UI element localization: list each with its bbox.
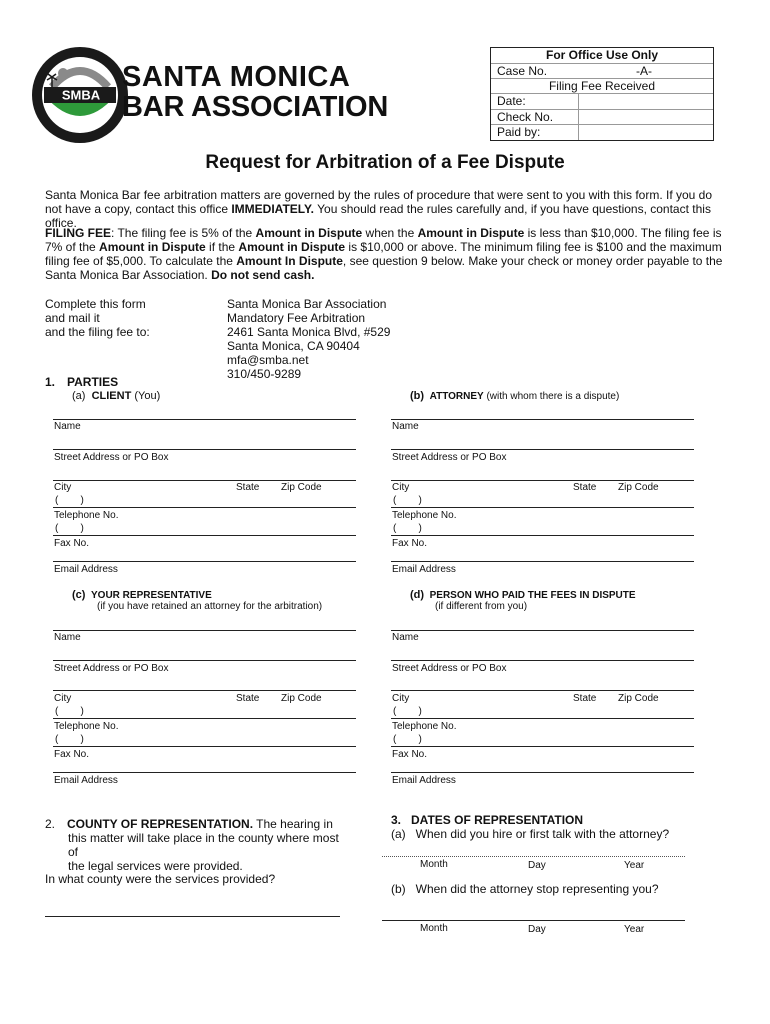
client-telephone-field[interactable]: Telephone No.	[54, 510, 119, 521]
intro-paragraph: Santa Monica Bar fee arbitration matters are governed by the rules of procedure that were sent to you with this form. If you do not have a copy, contact this office IMMEDIATELY. You should read the rules carefully and, if you have questions, contact this office.	[45, 188, 713, 230]
filing-fee-paragraph: FILING FEE: The filing fee is 5% of the Amount in Dispute when the Amount in Dispute is less than $10,000. The filing fee is 7% of the Amount in Dispute if the Amount in Dispute is $10,000 or above. The minimum filing fee is $100 and the maximum filing fee of $5,000. To calculate the Amount In Dispute, see question 9 below. Make your check or money order payable to the Santa Monica Bar Association. Do not send cash.	[45, 226, 723, 282]
end-day-label: Day	[528, 924, 546, 935]
mail-instructions: Complete this form and mail it and the filing fee to:	[45, 297, 150, 339]
payer-zip-field[interactable]: Zip Code	[618, 693, 659, 704]
representative-subheading: (c) YOUR REPRESENTATIVE	[72, 589, 212, 601]
case-no-label: Case No.	[497, 64, 548, 78]
client-city-field[interactable]: City	[54, 482, 72, 493]
payer-fax-area[interactable]: ( )	[393, 734, 422, 745]
county-question: In what county were the services provided?	[45, 872, 276, 886]
payer-name-field[interactable]: Name	[392, 632, 419, 643]
start-day-label: Day	[528, 860, 546, 871]
date-label: Date:	[497, 94, 526, 108]
dates-question-a: (a) When did you hire or first talk with the attorney?	[391, 827, 670, 841]
payer-city-field[interactable]: City	[392, 693, 410, 704]
case-no-suffix: -A-	[636, 64, 652, 78]
office-title: For Office Use Only	[545, 48, 659, 62]
rep-zip-field[interactable]: Zip Code	[281, 693, 322, 704]
dates-heading: 3. DATES OF REPRESENTATION	[391, 813, 584, 827]
attorney-city-field[interactable]: City	[392, 482, 410, 493]
rep-phone-area[interactable]: ( )	[55, 706, 84, 717]
client-state-field[interactable]: State	[236, 482, 260, 493]
client-name-field[interactable]: Name	[54, 421, 81, 432]
rep-telephone-field[interactable]: Telephone No.	[54, 721, 119, 732]
client-subheading: (a) CLIENT (You)	[72, 390, 161, 402]
attorney-fax-field[interactable]: Fax No.	[392, 538, 428, 549]
attorney-zip-field[interactable]: Zip Code	[618, 482, 659, 493]
rep-fax-area[interactable]: ( )	[55, 734, 84, 745]
attorney-state-field[interactable]: State	[573, 482, 597, 493]
attorney-name-field[interactable]: Name	[392, 421, 419, 432]
dates-question-b: (b) When did the attorney stop representing you?	[391, 882, 659, 896]
attorney-fax-area[interactable]: ( )	[393, 523, 422, 534]
rep-city-field[interactable]: City	[54, 693, 72, 704]
logo-line-1: SANTA MONICA	[122, 61, 351, 93]
office-use-box	[490, 47, 714, 141]
county-section: 2. COUNTY OF REPRESENTATION. The hearing in this matter will take place in the county where most of the legal services were provided.	[45, 817, 339, 873]
check-no-label: Check No.	[497, 110, 554, 124]
payer-note: (if different from you)	[435, 601, 528, 612]
client-street-field[interactable]: Street Address or PO Box	[54, 452, 169, 463]
rep-street-field[interactable]: Street Address or PO Box	[54, 663, 169, 674]
mailing-address: Santa Monica Bar Association Mandatory Fee Arbitration 2461 Santa Monica Blvd, #529 Santa Monica, CA 90404 mfa@smba.net 310/450-9289	[227, 297, 391, 381]
smba-seal-icon	[30, 45, 130, 145]
payer-state-field[interactable]: State	[573, 693, 597, 704]
end-month-label: Month	[420, 923, 448, 934]
attorney-email-field[interactable]: Email Address	[392, 564, 456, 575]
end-date-field[interactable]	[382, 920, 685, 921]
client-email-field[interactable]: Email Address	[54, 564, 118, 575]
parties-heading: 1. PARTIES	[45, 375, 119, 389]
filing-fee-received-label: Filing Fee Received	[548, 79, 656, 93]
start-date-field[interactable]	[382, 856, 685, 857]
start-year-label: Year	[624, 860, 645, 871]
representative-note: (if you have retained an attorney for the arbitration)	[97, 601, 323, 612]
payer-phone-area[interactable]: ( )	[393, 706, 422, 717]
seal-badge-text: SMBA	[61, 87, 101, 103]
payer-subheading: (d) PERSON WHO PAID THE FEES IN DISPUTE	[410, 589, 636, 601]
start-month-label: Month	[420, 859, 448, 870]
attorney-street-field[interactable]: Street Address or PO Box	[392, 452, 507, 463]
client-fax-area[interactable]: ( )	[55, 523, 84, 534]
payer-email-field[interactable]: Email Address	[392, 775, 456, 786]
attorney-subheading: (b) ATTORNEY (with whom there is a dispute)	[410, 390, 620, 402]
end-year-label: Year	[624, 924, 645, 935]
paid-by-label: Paid by:	[497, 125, 541, 139]
rep-fax-field[interactable]: Fax No.	[54, 749, 90, 760]
payer-telephone-field[interactable]: Telephone No.	[392, 721, 457, 732]
logo	[30, 45, 420, 150]
email-link[interactable]: mfa@smba.net	[227, 353, 309, 367]
client-phone-area[interactable]: ( )	[55, 495, 84, 506]
page-title: Request for Arbitration of a Fee Dispute	[205, 152, 565, 173]
rep-email-field[interactable]: Email Address	[54, 775, 118, 786]
county-answer-field[interactable]	[45, 916, 340, 917]
payer-fax-field[interactable]: Fax No.	[392, 749, 428, 760]
rep-state-field[interactable]: State	[236, 693, 260, 704]
logo-line-2: BAR ASSOCIATION	[122, 91, 389, 123]
attorney-phone-area[interactable]: ( )	[393, 495, 422, 506]
attorney-telephone-field[interactable]: Telephone No.	[392, 510, 457, 521]
client-zip-field[interactable]: Zip Code	[281, 482, 322, 493]
client-fax-field[interactable]: Fax No.	[54, 538, 90, 549]
payer-street-field[interactable]: Street Address or PO Box	[392, 663, 507, 674]
rep-name-field[interactable]: Name	[54, 632, 81, 643]
